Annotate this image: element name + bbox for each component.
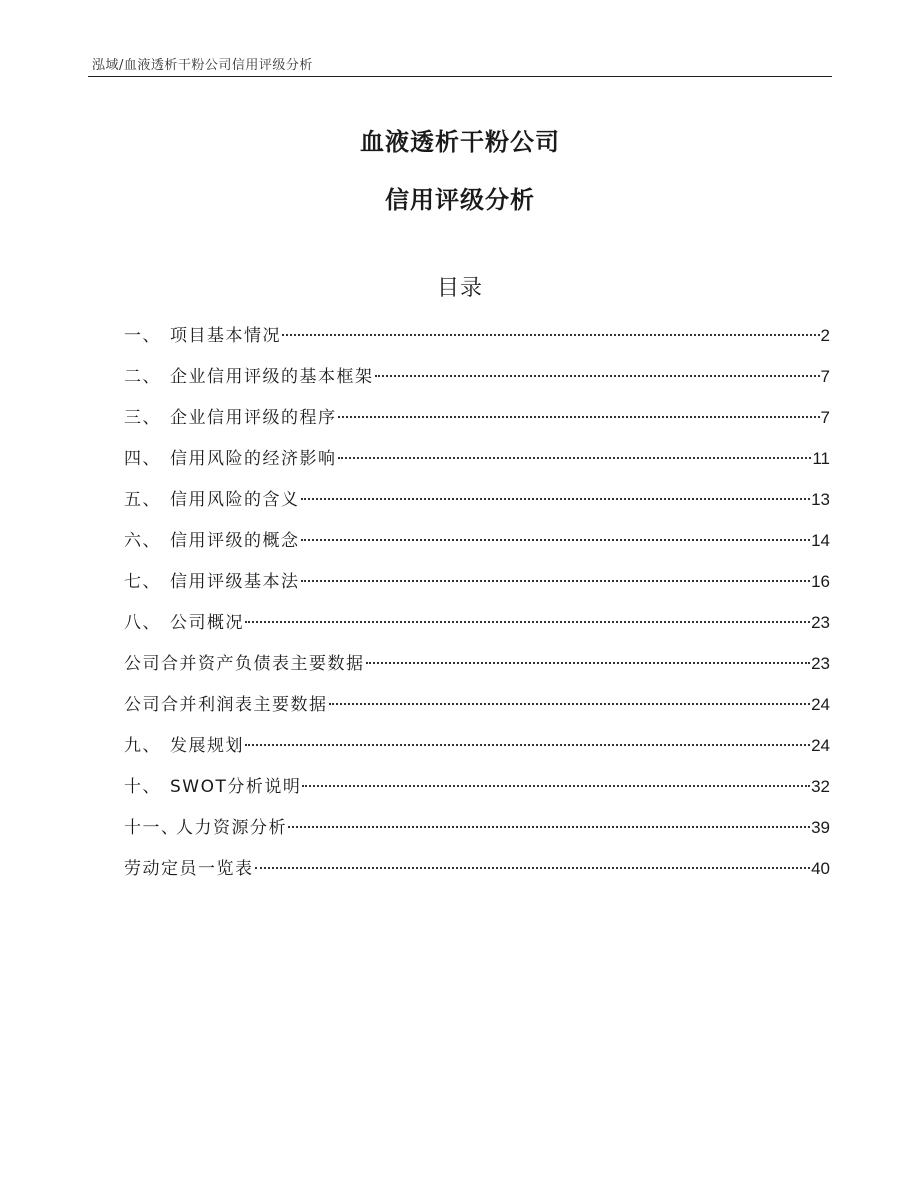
toc-entry-page: 24 bbox=[811, 736, 830, 755]
toc-entry-label bbox=[124, 854, 254, 884]
toc-entry[interactable] bbox=[124, 567, 830, 608]
toc-entry[interactable] bbox=[124, 485, 830, 526]
toc-entry[interactable] bbox=[124, 444, 830, 485]
toc-entry-label bbox=[124, 362, 374, 392]
toc-dot-leader bbox=[366, 662, 811, 664]
toc-entry-title: 公司合并资产负债表主要数据 bbox=[124, 654, 365, 674]
toc-dot-leader bbox=[245, 621, 810, 623]
toc-entry-label bbox=[124, 485, 300, 515]
toc-entry-label bbox=[124, 813, 287, 843]
toc-entry-label bbox=[124, 731, 244, 761]
table-of-contents bbox=[124, 321, 830, 895]
toc-entry-page: 7 bbox=[820, 408, 830, 427]
toc-entry-label bbox=[124, 321, 281, 351]
toc-entry-page: 23 bbox=[811, 654, 830, 673]
toc-entry[interactable] bbox=[124, 608, 830, 649]
running-header: 泓域/血液透析干粉公司信用评级分析 bbox=[92, 58, 313, 73]
toc-entry-label bbox=[124, 526, 300, 556]
toc-entry-page: 24 bbox=[811, 695, 830, 714]
toc-entry-number: 一、 bbox=[124, 326, 161, 346]
toc-entry-title: 项目基本情况 bbox=[170, 326, 281, 346]
document-subtitle: 信用评级分析 bbox=[385, 186, 535, 214]
toc-entry-page: 11 bbox=[812, 449, 830, 468]
toc-entry-title: 企业信用评级的基本框架 bbox=[170, 367, 374, 387]
toc-dot-leader bbox=[282, 334, 820, 336]
toc-entry-number: 八、 bbox=[124, 613, 161, 633]
toc-entry-page: 23 bbox=[811, 613, 830, 632]
toc-dot-leader bbox=[338, 416, 820, 418]
toc-entry-number: 六、 bbox=[124, 531, 161, 551]
toc-entry-title: 企业信用评级的程序 bbox=[170, 408, 337, 428]
toc-entry-number: 九、 bbox=[124, 736, 161, 756]
toc-entry-title: 信用评级基本法 bbox=[170, 572, 300, 592]
toc-dot-leader bbox=[338, 457, 812, 459]
toc-entry-page: 32 bbox=[811, 777, 830, 796]
toc-entry-number: 十、 bbox=[124, 777, 161, 797]
toc-entry[interactable] bbox=[124, 403, 830, 444]
toc-entry-title: 人力资源分析 bbox=[176, 818, 287, 838]
toc-dot-leader bbox=[301, 498, 811, 500]
toc-entry[interactable] bbox=[124, 649, 830, 690]
toc-entry-title: 发展规划 bbox=[170, 736, 244, 756]
toc-dot-leader bbox=[302, 785, 810, 787]
toc-entry-label bbox=[124, 608, 244, 638]
toc-entry-number: 五、 bbox=[124, 490, 161, 510]
toc-entry-page: 39 bbox=[811, 818, 830, 837]
header-rule bbox=[88, 76, 832, 77]
toc-entry-label bbox=[124, 690, 328, 720]
toc-entry-label bbox=[124, 444, 337, 474]
toc-dot-leader bbox=[245, 744, 810, 746]
toc-heading: 目录 bbox=[436, 276, 483, 301]
toc-entry-page: 40 bbox=[811, 859, 830, 878]
toc-dot-leader bbox=[301, 539, 811, 541]
toc-entry-title: 公司概况 bbox=[170, 613, 244, 633]
toc-entry-page: 14 bbox=[811, 531, 830, 550]
toc-entry-title: SWOT分析说明 bbox=[170, 777, 302, 797]
document-title: 血液透析干粉公司 bbox=[360, 128, 560, 156]
toc-entry[interactable] bbox=[124, 362, 830, 403]
toc-entry-title: 信用风险的含义 bbox=[170, 490, 300, 510]
toc-entry[interactable] bbox=[124, 772, 830, 813]
toc-entry-title: 信用评级的概念 bbox=[170, 531, 300, 551]
toc-entry[interactable] bbox=[124, 690, 830, 731]
toc-entry-label bbox=[124, 403, 337, 433]
toc-entry-number: 十一、 bbox=[124, 818, 180, 838]
toc-entry[interactable] bbox=[124, 526, 830, 567]
toc-dot-leader bbox=[255, 867, 811, 869]
toc-entry-page: 2 bbox=[820, 326, 830, 345]
toc-entry-number: 三、 bbox=[124, 408, 161, 428]
toc-entry-title: 劳动定员一览表 bbox=[124, 859, 254, 879]
toc-entry[interactable] bbox=[124, 854, 830, 895]
toc-entry[interactable] bbox=[124, 731, 830, 772]
toc-entry-label bbox=[124, 772, 301, 802]
toc-entry-label bbox=[124, 567, 300, 597]
toc-entry-number: 二、 bbox=[124, 367, 161, 387]
toc-entry-page: 13 bbox=[811, 490, 830, 509]
toc-entry[interactable] bbox=[124, 813, 830, 854]
toc-entry-title: 公司合并利润表主要数据 bbox=[124, 695, 328, 715]
toc-entry[interactable] bbox=[124, 321, 830, 362]
toc-entry-number: 四、 bbox=[124, 449, 161, 469]
toc-entry-number: 七、 bbox=[124, 572, 161, 592]
toc-dot-leader bbox=[288, 826, 810, 828]
toc-entry-label bbox=[124, 649, 365, 679]
toc-entry-title: 信用风险的经济影响 bbox=[170, 449, 337, 469]
toc-entry-page: 7 bbox=[820, 367, 830, 386]
toc-dot-leader bbox=[301, 580, 811, 582]
toc-dot-leader bbox=[329, 703, 811, 705]
toc-dot-leader bbox=[375, 375, 820, 377]
toc-entry-page: 16 bbox=[811, 572, 830, 591]
